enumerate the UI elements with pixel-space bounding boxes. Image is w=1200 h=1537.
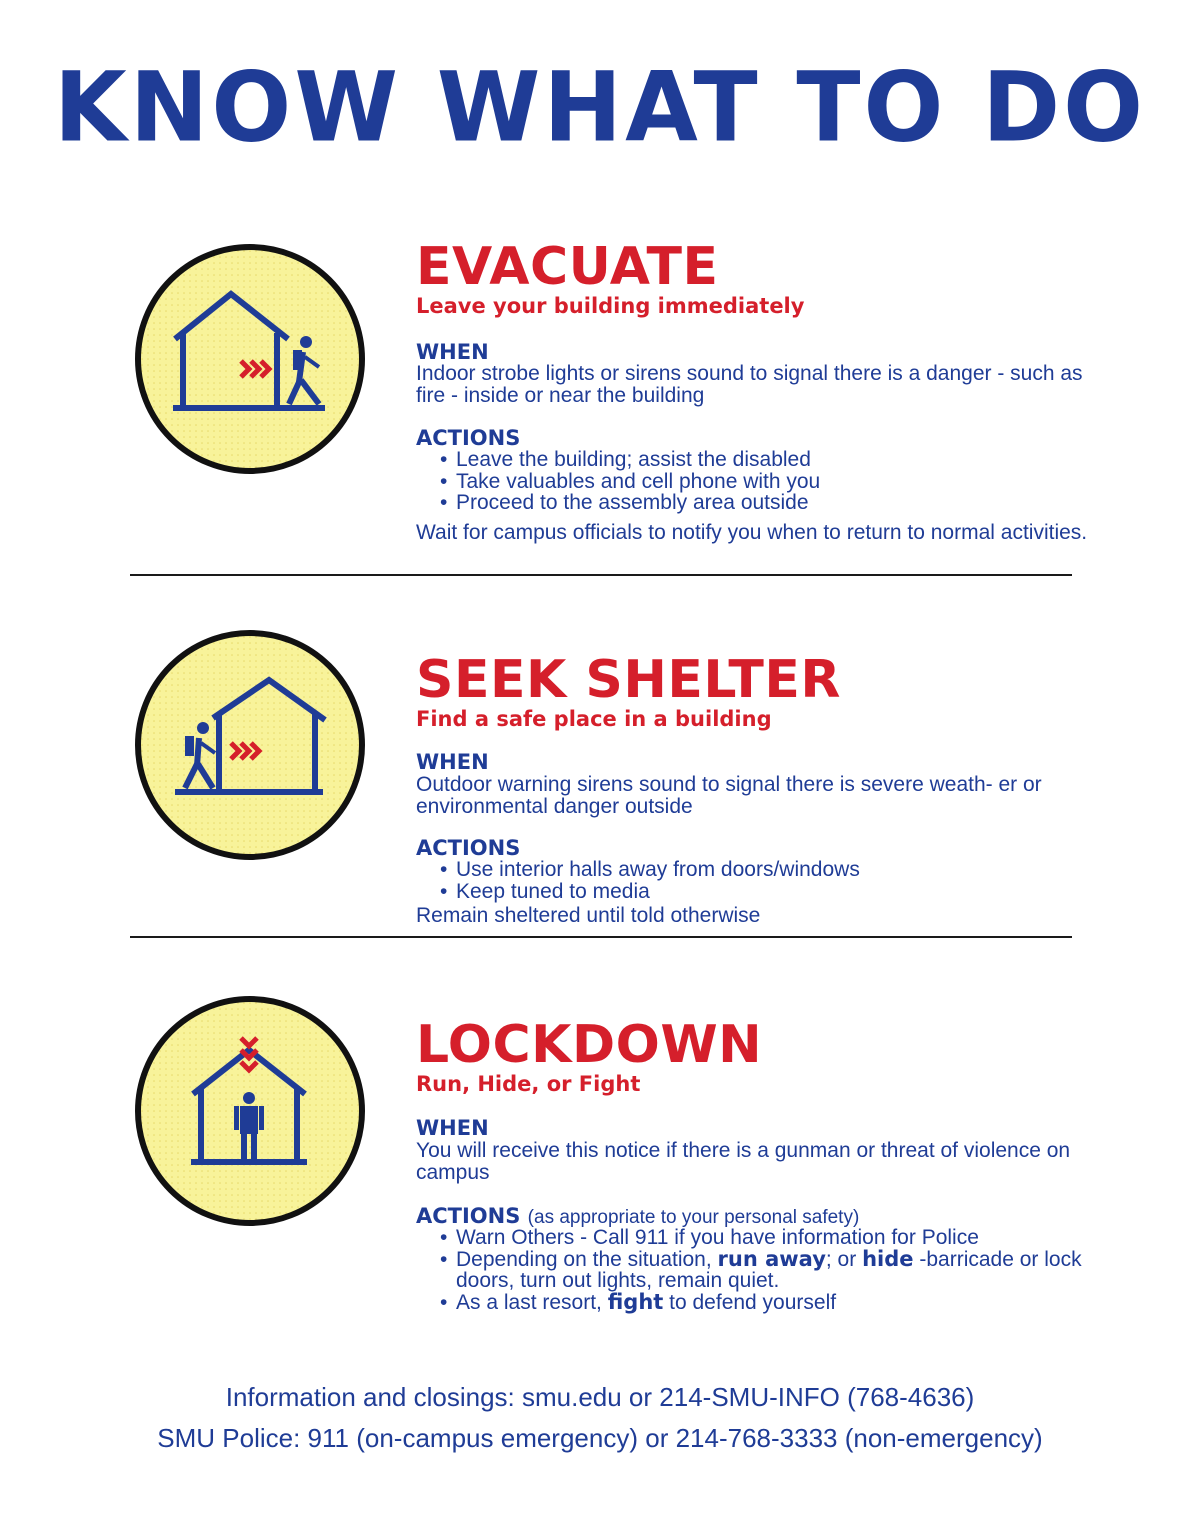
actions-label: ACTIONS: [416, 836, 521, 861]
section-title: LOCKDOWN: [416, 1015, 763, 1075]
closing-text: Remain sheltered until told otherwise: [416, 904, 761, 928]
when-label: WHEN: [416, 340, 489, 365]
list-item: • Proceed to the assembly area outside: [440, 492, 1096, 514]
list-item: [440, 1289, 1096, 1314]
actions-label: ACTIONS: [416, 426, 521, 451]
when-text: Indoor strobe lights or sirens sound to signal there is a danger - such as fire - inside or near the building: [416, 362, 1083, 408]
house-lockdown-icon: [133, 994, 367, 1228]
bullet-text: ; or: [825, 1247, 863, 1271]
actions-list: [440, 449, 1096, 514]
page-title: KNOW WHAT TO DO: [53, 52, 1147, 165]
actions-note: (as appropriate to your personal safety): [527, 1207, 860, 1229]
fight-emphasis: fight: [607, 1289, 664, 1314]
section-subtitle: Leave your building immediately: [416, 294, 805, 318]
bullet-text: As a last resort,: [456, 1290, 608, 1314]
divider: [130, 936, 1072, 938]
closing-text: Wait for campus officials to notify you when to return to normal activities.: [416, 520, 1088, 544]
divider: [130, 574, 1072, 576]
house-exit-icon: [133, 242, 367, 476]
seek-shelter-text: [416, 650, 1096, 928]
list-item: • Take valuables and cell phone with you: [440, 471, 1096, 493]
when-label: WHEN: [416, 1116, 489, 1141]
section-subtitle: Find a safe place in a building: [416, 707, 772, 731]
run-away-emphasis: run away: [717, 1246, 826, 1271]
when-text: You will receive this notice if there is a gunman or threat of violence on campus: [416, 1139, 1071, 1185]
list-item: [440, 1246, 1096, 1293]
bullet-text: to defend yourself: [663, 1290, 837, 1314]
when-label: WHEN: [416, 750, 489, 775]
actions-list: [440, 859, 1096, 902]
actions-list: [440, 1227, 1096, 1313]
section-title: SEEK SHELTER: [416, 650, 841, 710]
bullet-text: -barricade or lock doors, turn out lights, remain quiet.: [456, 1247, 1082, 1293]
bullet-text: Depending on the situation,: [456, 1247, 718, 1271]
actions-label: [416, 1206, 1096, 1227]
when-text: Outdoor warning sirens sound to signal there is severe weath- er or environmental danger outside: [416, 773, 1042, 819]
list-item: • Leave the building; assist the disabled: [440, 449, 1096, 471]
evacuate-text: [416, 237, 1096, 546]
list-item: • Use interior halls away from doors/windows: [440, 859, 1096, 881]
house-enter-icon: [133, 628, 367, 862]
list-item: • Keep tuned to media: [440, 881, 1096, 903]
hide-emphasis: hide: [862, 1246, 914, 1271]
lockdown-text: [416, 1015, 1096, 1314]
footer-police-line: SMU Police: 911 (on-campus emergency) or 214-768-3333 (non-emergency): [157, 1423, 1043, 1453]
actions-label-text: ACTIONS: [416, 1204, 521, 1229]
section-subtitle: Run, Hide, or Fight: [416, 1072, 641, 1096]
list-item: • Warn Others - Call 911 if you have information for Police: [440, 1227, 1096, 1249]
section-title: EVACUATE: [416, 237, 719, 297]
footer-info-line: Information and closings: smu.edu or 214-SMU-INFO (768-4636): [225, 1382, 975, 1412]
